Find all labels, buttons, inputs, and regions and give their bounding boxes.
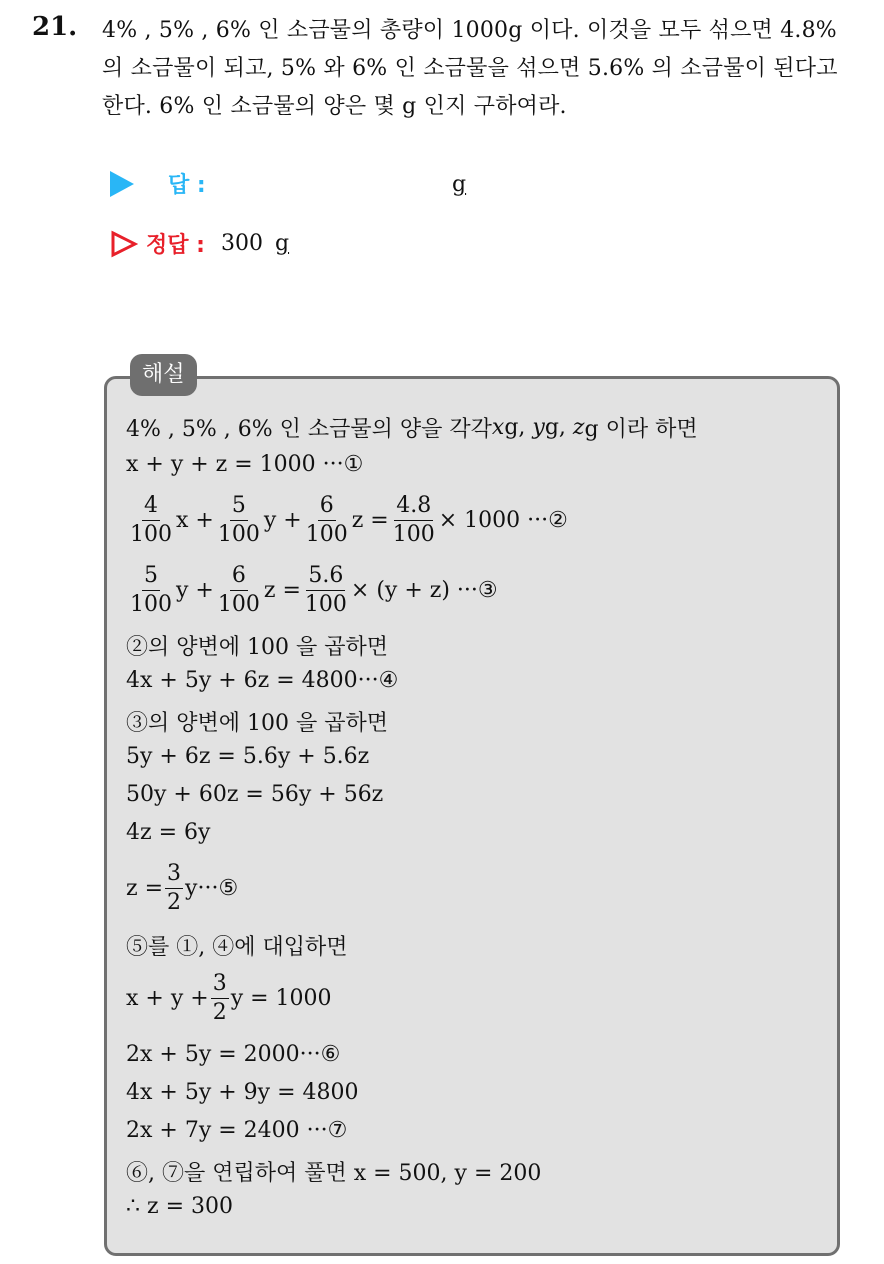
solution-line-13: x + y + $\frac{3}{2}$ y = 1000 [126,971,332,1025]
solution-line-17: ⑥, ⑦을 연립하여 풀면 x = 500, y = 200 [126,1161,542,1186]
answer-label: 답 : [168,173,206,198]
solution-eq-1: x + y + z = 1000 ···① [126,452,364,477]
solution-line-12: ⑤를 ①, ④에 대입하면 [126,935,348,960]
answer-row [110,168,206,199]
correct-answer-row [110,228,289,259]
correct-label: 정답 : [146,233,205,258]
question-number: 21. [32,12,78,42]
outline-triangle-icon [110,230,138,258]
solution-line-18: ∴ z = 300 [126,1194,233,1219]
solution-tab: 해설 [130,354,197,396]
solution-line-9: 50y + 60z = 56y + 56z [126,782,384,807]
solution-line-5: ②의 양변에 100 을 곱하면 [126,635,388,660]
solution-line-1: 4% , 5% , 6% 인 소금물의 양을 각각 x g, y g, z g 이라 하면 [126,415,698,442]
solution-line-14: 2x + 5y = 2000···⑥ [126,1042,341,1067]
question-text: 4% , 5% , 6% 인 소금물의 총량이 1000g 이다. 이것을 모두 섞으면 4.8% 의 소금물이 되고, 5% 와 6% 인 소금물을 섞으면 5.6% 의 소금물이 된다고 한다. 6% 인 소금물의 양은 몇 g 인지 구하여라. [102,18,838,119]
solution-line-7: ③의 양변에 100 을 곱하면 [126,711,388,736]
correct-unit: g [274,231,290,256]
solution-line-11: z = $\frac{3}{2}$ y···⑤ [126,861,239,915]
correct-value: 300 [220,231,263,256]
solution-line-8: 5y + 6z = 5.6y + 5.6z [126,744,370,769]
solution-line-10: 4z = 6y [126,820,211,845]
solution-line-15: 4x + 5y + 9y = 4800 [126,1080,359,1105]
answer-unit: g [452,172,467,197]
play-triangle-icon [110,171,134,197]
solution-line-16: 2x + 7y = 2400 ···⑦ [126,1118,348,1143]
solution-line-6: 4x + 5y + 6z = 4800···④ [126,668,399,693]
solution-eq-2: $\frac{4}{100}$ x + $\frac{5}{100}$ y + $\frac{6}{100}$ z = $\frac{4.8}{100}$ × 1000 ···② [130,493,568,547]
solution-eq-3: $\frac{5}{100}$ y + $\frac{6}{100}$ z = $\frac{5.6}{100}$ × (y + z) ···③ [130,563,498,617]
